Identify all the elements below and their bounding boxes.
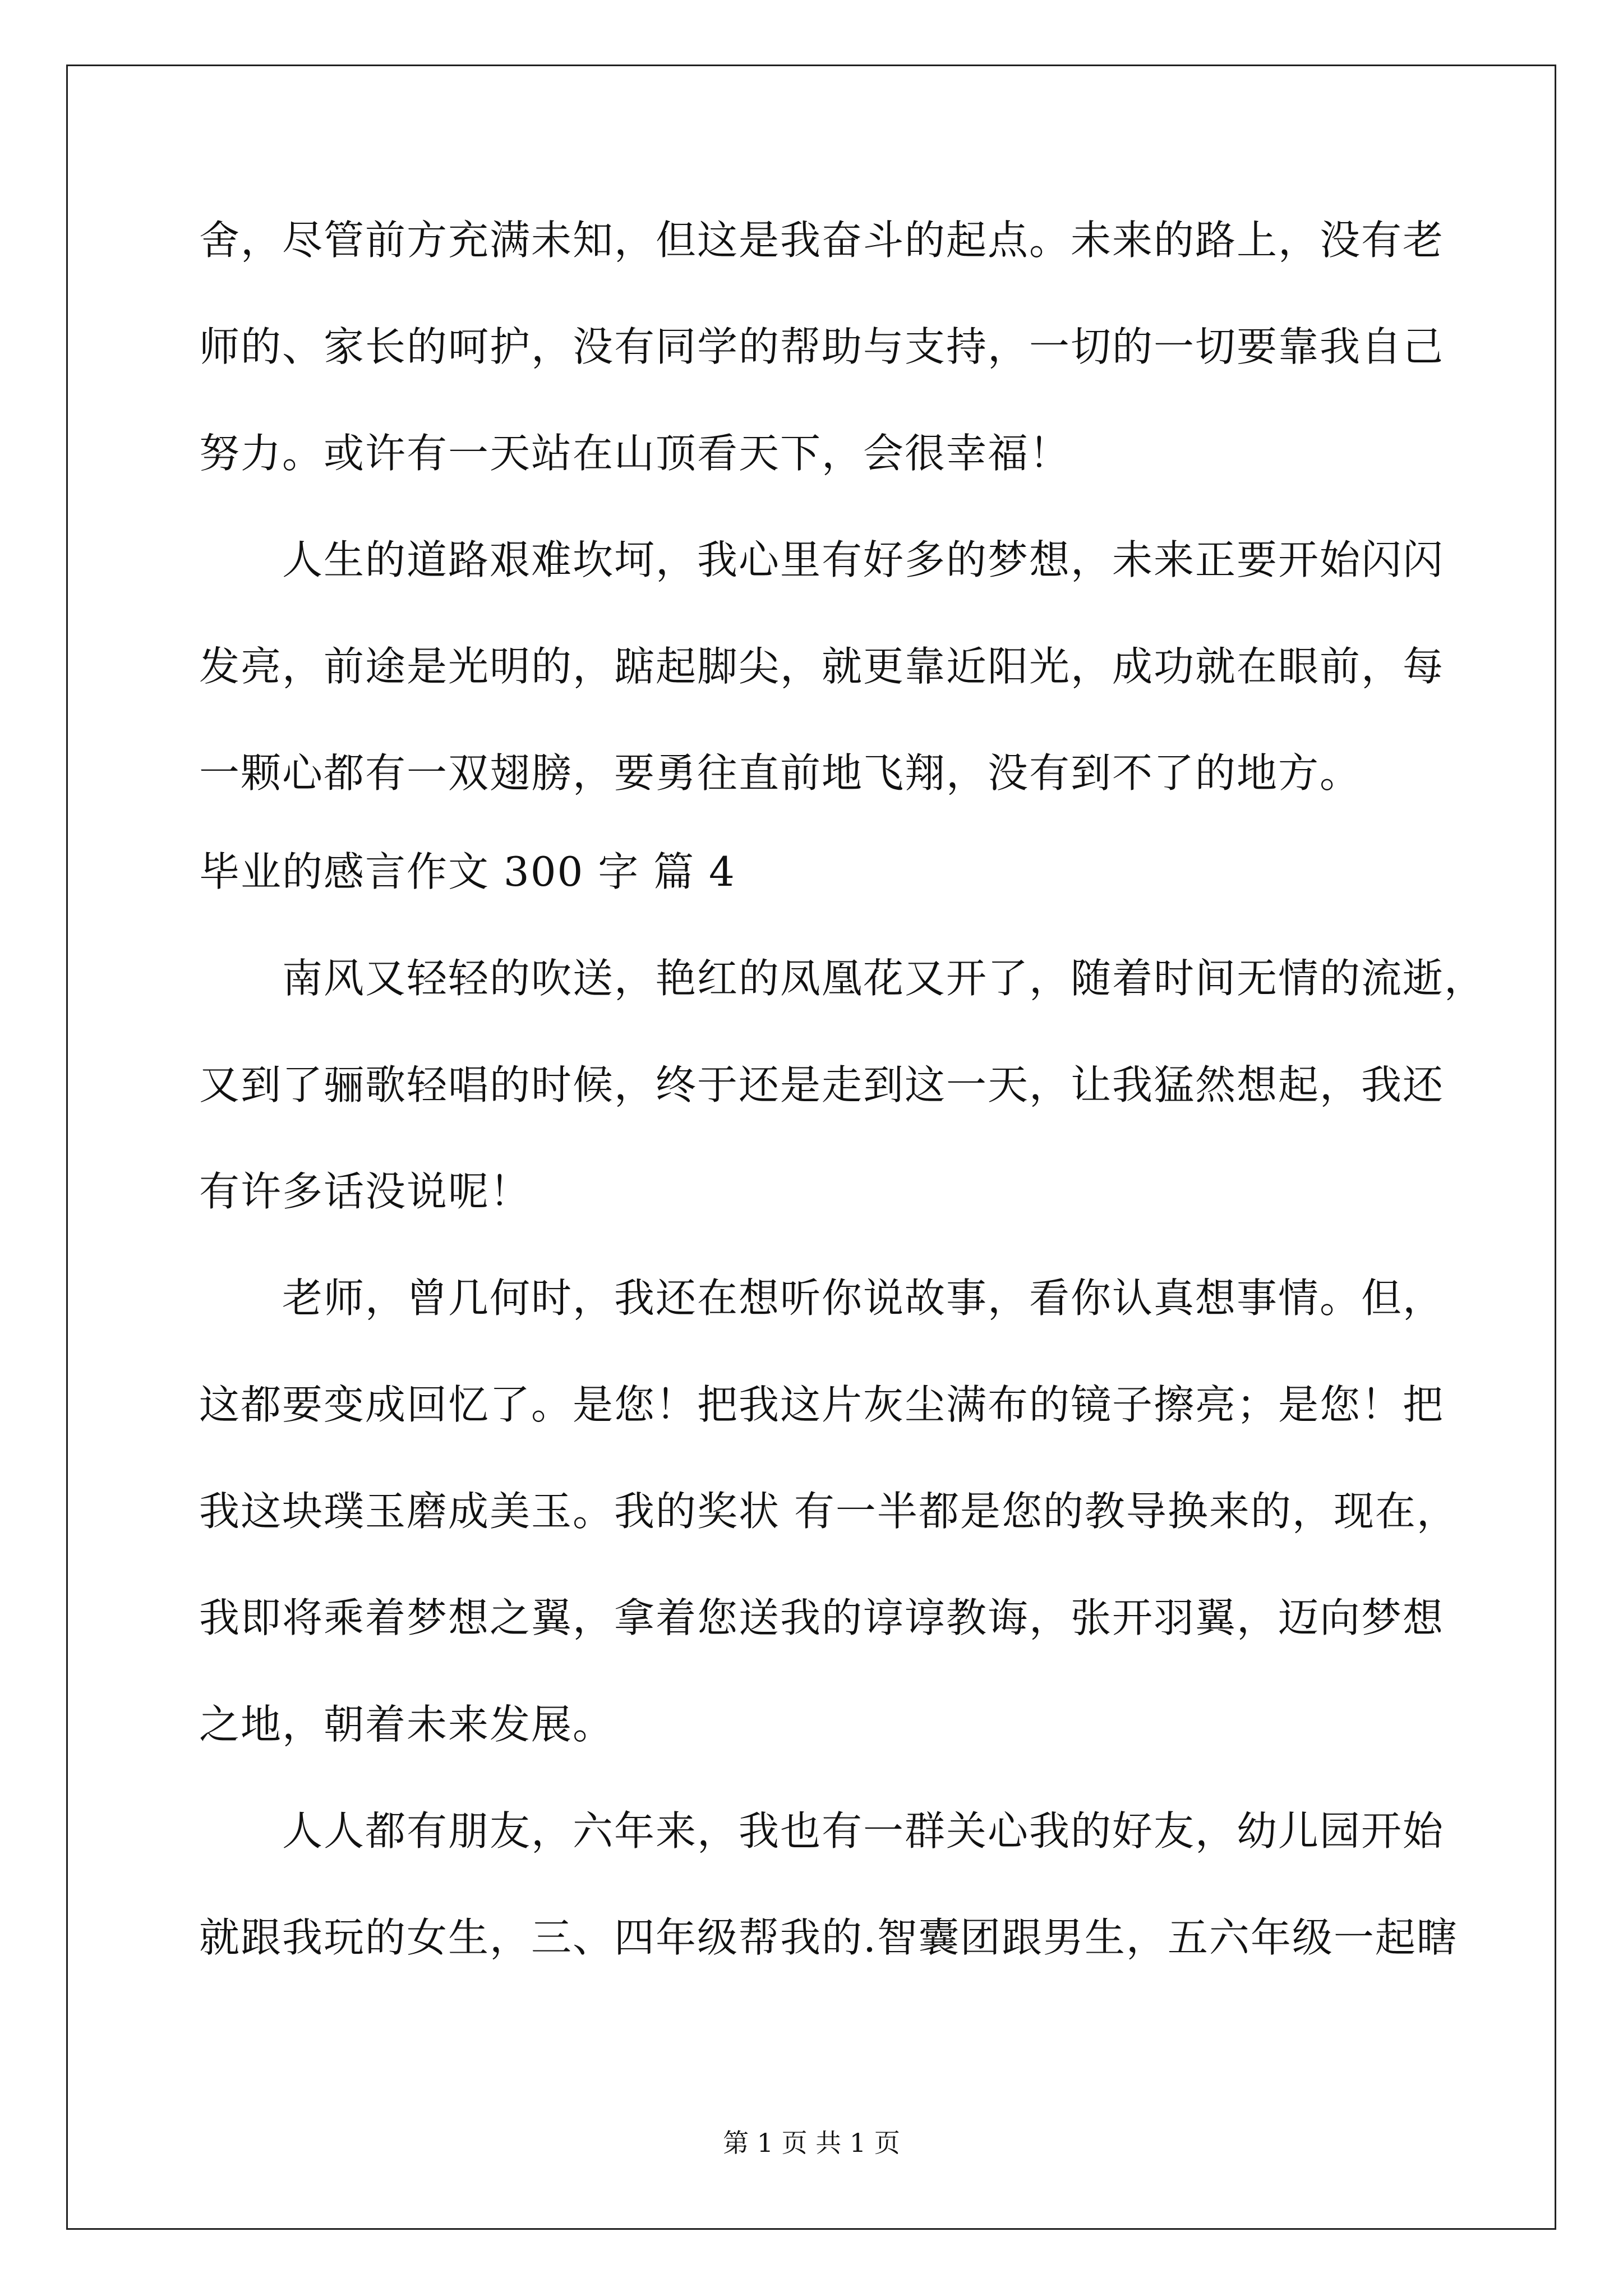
text-line: 舍，尽管前方充满未知，但这是我奋斗的起点。未来的路上，没有老 [199,217,1445,264]
text-line: 努力。或许有一天站在山顶看天下，会很幸福！ [199,430,1071,477]
text-line: 老师，曾几何时，我还在想听你说故事，看你认真想事情。但， [282,1274,1445,1322]
text-line: 我这块璞玉磨成美玉。我的奖状 有一半都是您的教导换来的，现在， [199,1488,1458,1535]
text-line: 一颗心都有一双翅膀，要勇往直前地飞翔，没有到不了的地方。 [199,749,1362,797]
text-line: 发亮，前途是光明的，踮起脚尖，就更靠近阳光，成功就在眼前，每 [199,643,1445,690]
text-line: 这都要变成回忆了。是您！把我这片灰尘满布的镜子擦亮；是您！把 [199,1381,1445,1428]
text-line: 人人都有朋友，六年来，我也有一群关心我的好友，幼儿园开始 [282,1807,1445,1855]
text-line: 又到了骊歌轻唱的时候，终于还是走到这一天，让我猛然想起，我还 [199,1061,1445,1108]
page-number: 第 1 页 共 1 页 [723,2128,900,2158]
text-line: 我即将乘着梦想之翼，拿着您送我的谆谆教诲，张开羽翼，迈向梦想 [199,1594,1445,1641]
text-line: 人生的道路艰难坎坷，我心里有好多的梦想，未来正要开始闪闪 [282,536,1445,583]
text-line: 之地，朝着未来发展。 [199,1701,615,1748]
text-line: 有许多话没说呢！ [199,1168,532,1215]
text-line: 师的、家长的呵护，没有同学的帮助与支持，一切的一切要靠我自己 [199,323,1445,370]
text-line: 就跟我玩的女生，三、四年级帮我的.智囊团跟男生，五六年级一起瞎 [199,1914,1458,1961]
text-line: 南风又轻轻的吹送，艳红的凤凰花又开了，随着时间无情的流逝， [282,955,1486,1002]
section-heading: 毕业的感言作文 300 字 篇 4 [199,848,736,895]
document-body [199,213,1486,1964]
